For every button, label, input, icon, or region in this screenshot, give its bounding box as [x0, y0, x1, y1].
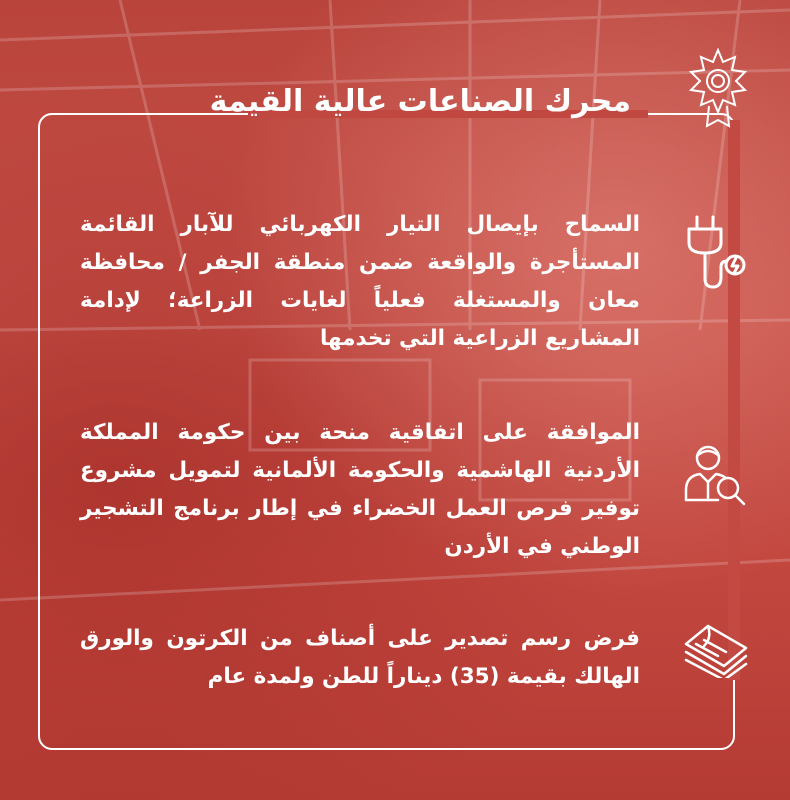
plug-icon — [683, 213, 747, 291]
person-search-icon — [684, 442, 748, 506]
list-item-grant-agreement: الموافقة على اتفاقية منحة بين حكومة المملكة الأردنية الهاشمية والحكومة الألمانية لتمويل مشروع توفير فرص العمل الخضراء في إطار برنامج التشجير الوطني في الأردن — [80, 420, 640, 559]
frame-gap-right — [728, 120, 740, 680]
list-item-export-fee: فرض رسم تصدير على أصناف من الكرتون والورق الهالك بقيمة (35) ديناراً للطن ولمدة عام — [80, 626, 640, 689]
paper-stack-icon — [682, 622, 750, 678]
list-item-electricity-wells: السماح بإيصال التيار الكهربائي للآبار القائمة المستأجرة والواقعة ضمن منطقة الجفر / محافظة معان والمستغلة فعلياً لغايات الزراعة؛ لإدامة المشاريع الزراعية التي تخدمها — [80, 212, 640, 351]
page-title: محرك الصناعات عالية القيمة — [209, 84, 631, 119]
award-badge-icon — [685, 48, 751, 128]
